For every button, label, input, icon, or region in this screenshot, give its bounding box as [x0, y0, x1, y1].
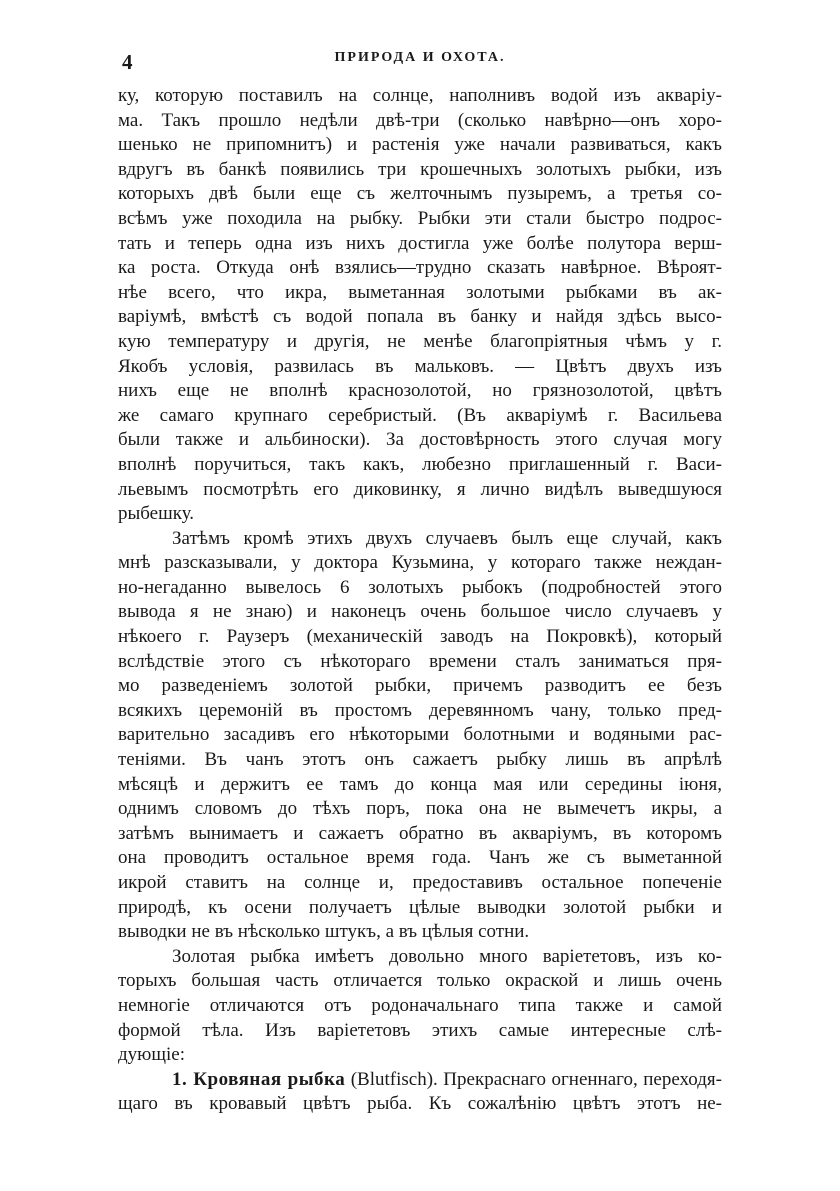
text-line: вывода я не знаю) и наконецъ очень большое число случаевъ у — [118, 601, 722, 623]
text-line: были также и альбиноски). За достовѣрность этого случая могу — [118, 429, 722, 451]
text-line: вслѣдствіе этого съ нѣкотораго времени сталъ заниматься пря- — [118, 650, 722, 672]
entry-line — [118, 1068, 722, 1093]
running-head: ПРИРОДА И ОХОТА. — [334, 50, 506, 65]
text-line: нѣкоего г. Раузеръ (механическій заводъ на Покровкѣ), который — [118, 626, 722, 648]
text-line: всѣмъ уже походила на рыбку. Рыбки эти стали быстро подрос- — [118, 207, 722, 229]
text-line: Затѣмъ кромѣ этихъ двухъ случаевъ былъ еще случай, какъ — [172, 527, 722, 549]
text-line: рыбешку. — [118, 503, 195, 525]
text-line: шенько не припомнитъ) и растенія уже начали развиваться, какъ — [118, 134, 722, 156]
text-line: кую температуру и другія, не менѣе благопріятныя чѣмъ у г. — [118, 330, 722, 352]
text-line: природѣ, къ осени получаетъ цѣлые выводки золотой рыбки и — [118, 896, 722, 918]
text-line: немногіе отличаются отъ родоначальнаго типа также и самой — [118, 994, 722, 1016]
page-number: 4 — [122, 50, 133, 74]
text-line: вполнѣ поручиться, такъ какъ, любезно приглашенный г. Васи- — [118, 453, 722, 475]
text-line: она проводитъ остальное время года. Чанъ же съ выметанной — [118, 847, 722, 869]
text-line: выводки не въ нѣсколько штукъ, а въ цѣлыя сотни. — [118, 921, 530, 943]
text-line: Якобъ условія, развилась въ мальковъ. — Цвѣтъ двухъ изъ — [118, 355, 722, 377]
text-line: мо разведеніемъ золотой рыбки, причемъ разводитъ ее безъ — [118, 675, 722, 697]
text-line: вдругъ въ банкѣ появились три крошечныхъ золотыхъ рыбки, изъ — [118, 158, 722, 180]
entry-title: 1. Кровяная рыбка — [172, 1068, 346, 1090]
text-line: всякихъ церемоній въ простомъ деревянномъ чану, только пред- — [118, 699, 722, 721]
text-line: икрой ставитъ на солнце и, предоставивъ остальное попеченіе — [118, 872, 722, 893]
text-line: формой тѣла. Изъ варіететовъ этихъ самые интересные слѣ- — [118, 1019, 722, 1041]
body-text — [118, 84, 722, 1117]
paragraph-3 — [118, 945, 722, 1068]
text-line: однимъ словомъ до тѣхъ поръ, пока она не вымечетъ икры, а — [118, 798, 722, 820]
text-line: ма. Такъ прошло недѣли двѣ-три (сколько навѣрно—онъ хоро- — [118, 109, 722, 131]
text-line: варіумѣ, вмѣстѣ съ водой попала въ банку и найдя здѣсь высо- — [118, 306, 722, 328]
text-line: ку, которую поставилъ на солнце, наполнивъ водой изъ акваріу- — [118, 85, 722, 106]
text-line: торыхъ большая часть отличается только окраской и лишь очень — [118, 970, 722, 992]
entry-blood-fish — [118, 1068, 722, 1117]
entry-line: щаго въ кровавый цвѣтъ рыба. Къ сожалѣнію цвѣтъ этотъ не- — [118, 1093, 722, 1115]
text-line: льевымъ посмотрѣть его диковинку, я лично видѣлъ выведшуюся — [118, 478, 722, 500]
text-line: нѣе всего, что икра, выметанная золотыми рыбками въ ак- — [118, 281, 722, 303]
text-line: но-негаданно вывелось 6 золотыхъ рыбокъ (подробностей этого — [118, 576, 722, 598]
text-line: мѣсяцѣ и держитъ ее тамъ до конца мая или середины іюня, — [118, 773, 722, 795]
paragraph-2 — [118, 527, 722, 945]
text-line: тать и теперь одна изъ нихъ достигла уже болѣе полутора верш- — [118, 232, 722, 254]
text-line: нихъ еще не вполнѣ краснозолотой, но грязнозолотой, цвѣтъ — [118, 380, 722, 402]
text-line: мнѣ разсказывали, у доктора Кузьмина, у котораго также неждан- — [118, 552, 722, 574]
text-line: варительно засадивъ его нѣкоторыми болотными и водяными рас- — [118, 724, 722, 746]
text-line: же самаго крупнаго серебристый. (Въ акваріумѣ г. Васильева — [118, 404, 722, 426]
text-line: ка роста. Откуда онѣ взялись—трудно сказать навѣрное. Вѣроят- — [118, 257, 722, 279]
text-line: затѣмъ вынимаетъ и сажаетъ обратно въ акваріумъ, въ которомъ — [118, 822, 722, 844]
entry-text: (Blutfisch). Прекраснаго огненнаго, переходя- — [345, 1068, 722, 1090]
text-line: Золотая рыбка имѣетъ довольно много варіететовъ, изъ ко- — [172, 945, 722, 967]
text-line: которыхъ двѣ были еще съ желточнымъ пузыремъ, а третья со- — [118, 183, 722, 205]
paragraph-1 — [118, 84, 722, 527]
text-line: теніями. Въ чанъ этотъ онъ сажаетъ рыбку лишь въ апрѣлѣ — [118, 749, 722, 771]
text-line: дующіе: — [118, 1044, 185, 1066]
